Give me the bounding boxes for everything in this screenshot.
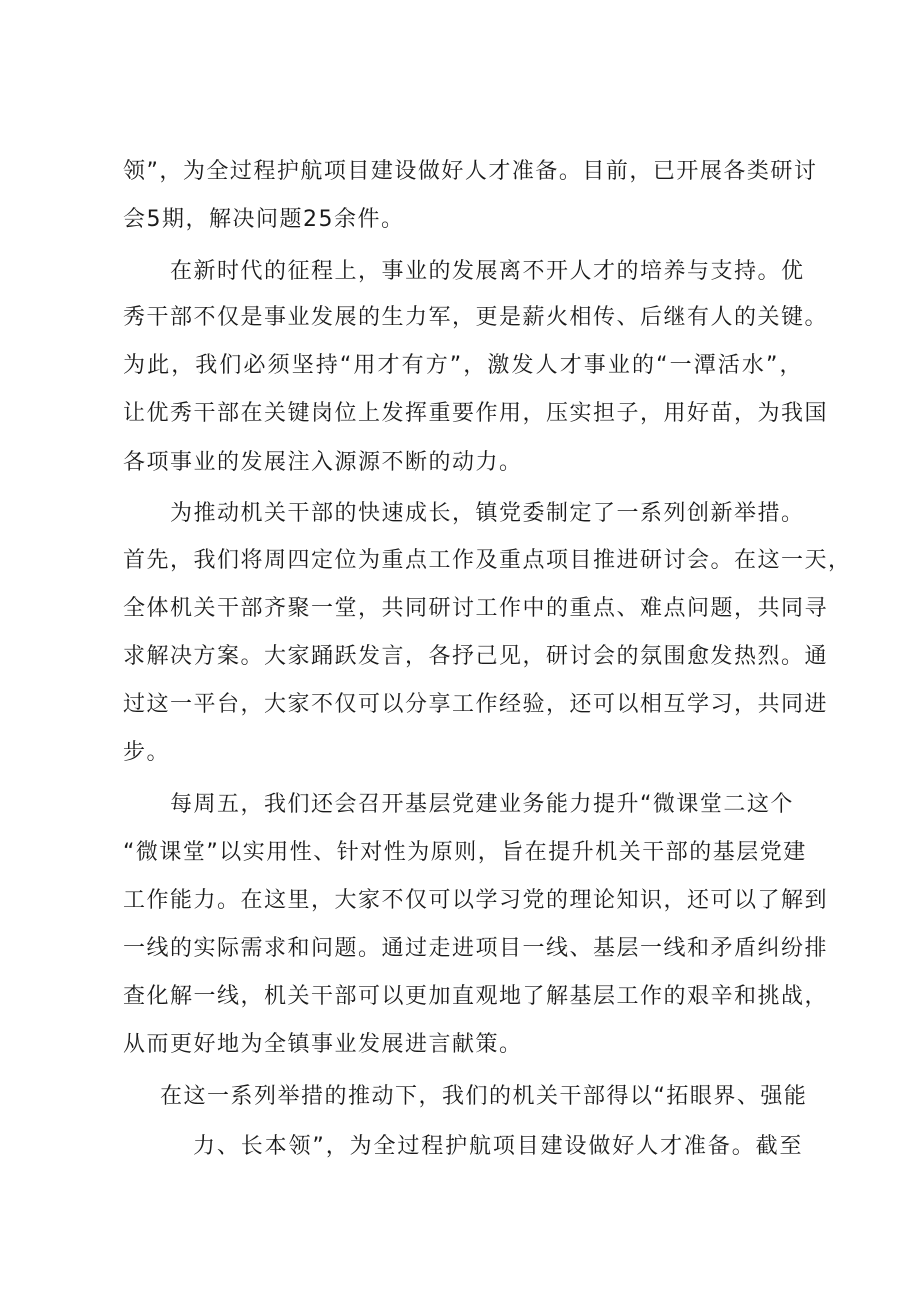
- text-line: 查化解一线，机关干部可以更加直观地了解基层工作的艰辛和挑战，: [123, 984, 829, 1009]
- text-line: 各项事业的发展注入源源不断的动力。: [123, 450, 523, 475]
- text-line: 工作能力。在这里，大家不仅可以学习党的理论知识，还可以了解到: [123, 888, 829, 913]
- text-line: 为推动机关干部的快速成长，镇党委制定了一系列创新举措。: [170, 501, 805, 526]
- text-line: 会5期，解决问题25余件。: [123, 207, 405, 232]
- text-line: 求解决方案。大家踊跃发言，各抒己见，研讨会的氛围愈发热烈。通: [123, 644, 829, 669]
- text-line: 过这一平台，大家不仅可以分享工作经验，还可以相互学习，共同进: [123, 692, 829, 717]
- text-line: 在这一系列举措的推动下，我们的机关干部得以“拓眼界、强能: [160, 1084, 808, 1109]
- text-line: 全体机关干部齐聚一堂，共同研讨工作中的重点、难点问题，共同寻: [123, 596, 829, 621]
- text-line: 秀干部不仅是事业发展的生力军，更是薪火相传、后继有人的关键。: [123, 305, 829, 330]
- text-line: 在新时代的征程上，事业的发展离不开人才的培养与支持。优: [170, 259, 805, 284]
- text-line: 让优秀干部在关键岗位上发挥重要作用，压实担子，用好苗，为我国: [123, 401, 829, 426]
- text-line: “微课堂”以实用性、针对性为原则，旨在提升机关干部的基层党建: [123, 840, 807, 865]
- text-line: 首先，我们将周四定位为重点工作及重点项目推进研讨会。在这一天，: [123, 548, 852, 573]
- text-line: 一线的实际需求和问题。通过走进项目一线、基层一线和矛盾纠纷排: [123, 936, 829, 961]
- text-line: 步。: [123, 740, 171, 765]
- text-line: 为此，我们必须坚持“用才有方”，激发人才事业的“一潭活水”，: [123, 353, 803, 378]
- text-line: 每周五，我们还会召开基层党建业务能力提升“微课堂二这个: [170, 792, 794, 817]
- text-line: 力、长本领”，为全过程护航项目建设做好人才准备。截至: [193, 1134, 803, 1159]
- text-line: 领”，为全过程护航项目建设做好人才准备。目前，已开展各类研讨: [123, 159, 818, 184]
- text-line: 从而更好地为全镇事业发展进言献策。: [123, 1032, 523, 1057]
